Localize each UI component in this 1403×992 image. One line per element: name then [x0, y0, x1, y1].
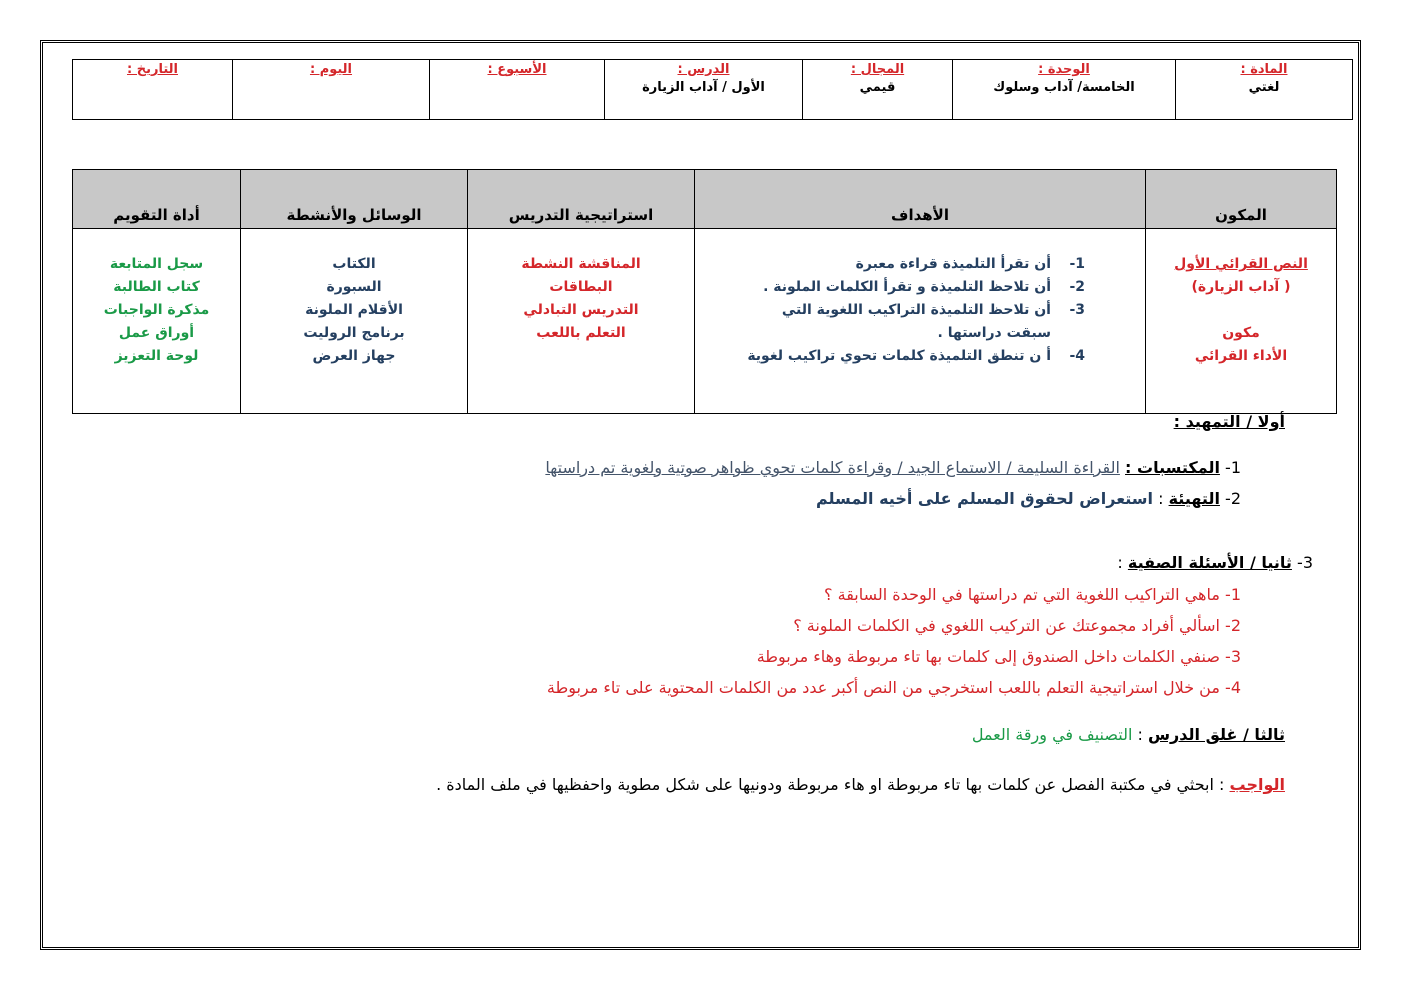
- homework-text: ابحثي في مكتبة الفصل عن كلمات بها تاء مربوطة او هاء مربوطة ودونيها على شكل مطوية واحفظيها في ملف المادة .: [436, 775, 1214, 794]
- closing-text: التصنيف في ورقة العمل: [971, 725, 1133, 744]
- strategy-item: التدريس التبادلي: [523, 302, 639, 318]
- intro-item-2-number: 2-: [1225, 489, 1241, 508]
- assessment-item: أوراق عمل: [118, 325, 195, 341]
- date-label: التاريخ :: [127, 62, 178, 77]
- header-date: [73, 60, 233, 120]
- objective-item: 4- أ ن تنطق التلميذة كلمات تحوي تراكيب لغوية: [747, 348, 1085, 364]
- questions-number: 3-: [1297, 553, 1313, 572]
- component-line-2: ( آداب الزيارة): [1191, 279, 1291, 295]
- col-assessment: أداة التقويم: [73, 170, 241, 229]
- resource-item: السبورة: [326, 279, 382, 295]
- assessment-item: كتاب الطالبة: [113, 279, 200, 295]
- resource-item: برنامج الروليت: [303, 325, 405, 341]
- resource-item: الكتاب: [332, 256, 376, 272]
- strategy-cell: [468, 229, 695, 414]
- subject-value: لغتي: [1248, 80, 1280, 95]
- assessment-cell: [73, 229, 241, 414]
- header-unit: [953, 60, 1176, 120]
- assessment-item: مذكرة الواجبات: [103, 302, 210, 318]
- warmup-colon: :: [1158, 489, 1164, 508]
- unit-value: الخامسة/ آداب وسلوك: [993, 80, 1135, 95]
- header-week: [430, 60, 605, 120]
- question-item: 3- صنفي الكلمات داخل الصندوق إلى كلمات بها تاء مربوطة وهاء مربوطة: [756, 647, 1241, 666]
- objective-item: 3- أن تلاحظ التلميذة التراكيب اللغوية التي سبقت دراستها .: [781, 302, 1085, 341]
- component-line-1: النص القرائي الأول: [1174, 256, 1308, 272]
- day-label: اليوم :: [309, 62, 353, 77]
- lesson-header-table: [72, 59, 1353, 120]
- component-line-3: مكون: [1222, 325, 1260, 341]
- resources-cell: [241, 229, 468, 414]
- intro-item-1: [545, 458, 1241, 477]
- intro-title: أولا / التمهيد :: [1173, 412, 1285, 431]
- questions-heading: [1117, 553, 1313, 572]
- homework-section: [436, 775, 1285, 794]
- resource-item: الأقلام الملونة: [305, 302, 403, 318]
- question-item: 1- ماهي التراكيب اللغوية التي تم دراستها في الوحدة السابقة ؟: [824, 585, 1241, 604]
- col-component: المكون: [1146, 170, 1337, 229]
- objective-item: 2- أن تلاحظ التلميذة و تقرأ الكلمات الملونة .: [763, 279, 1085, 295]
- component-cell: [1146, 229, 1337, 414]
- strategy-item: المناقشة النشطة: [521, 256, 641, 272]
- col-resources: الوسائل والأنشطة: [241, 170, 468, 229]
- col-objectives: الأهداف: [695, 170, 1146, 229]
- warmup-text: استعراض لحقوق المسلم على أخيه المسلم: [815, 489, 1153, 508]
- questions-colon: :: [1117, 553, 1123, 572]
- questions-title: ثانيا / الأسئلة الصفية: [1127, 553, 1292, 572]
- objective-item: 1- أن تقرأ التلميذة قراءة معبرة: [855, 256, 1085, 272]
- homework-label: الواجب: [1229, 775, 1285, 794]
- subject-label: المادة :: [1240, 62, 1288, 77]
- homework-colon: :: [1219, 775, 1225, 794]
- acquired-text: القراءة السليمة / الاستماع الجيد / وقراءة كلمات تحوي ظواهر صوتية ولغوية تم دراستها: [545, 458, 1120, 477]
- assessment-item: لوحة التعزيز: [114, 348, 199, 364]
- domain-label: المجال :: [850, 62, 905, 77]
- header-day: [233, 60, 430, 120]
- strategy-item: البطاقات: [549, 279, 613, 295]
- week-label: الأسبوع :: [487, 62, 547, 77]
- closing-colon: :: [1137, 725, 1143, 744]
- closing-label: ثالثا / غلق الدرس: [1147, 725, 1285, 744]
- header-domain: [803, 60, 953, 120]
- closing-section: [972, 725, 1285, 744]
- question-item: 2- اسألي أفراد مجموعتك عن التركيب اللغوي في الكلمات الملونة ؟: [793, 616, 1241, 635]
- header-subject: [1176, 60, 1353, 120]
- col-strategy: استراتيجية التدريس: [468, 170, 695, 229]
- objectives-cell: [695, 229, 1146, 414]
- lesson-plan-table: [72, 169, 1337, 414]
- resource-item: جهاز العرض: [312, 348, 396, 364]
- lesson-label: الدرس :: [677, 62, 730, 77]
- question-item: 4- من خلال استراتيجية التعلم باللعب استخرجي من النص أكبر عدد من الكلمات المحتوية على تاء مربوطة: [546, 678, 1241, 697]
- header-lesson: [605, 60, 803, 120]
- domain-value: قيمي: [859, 80, 896, 95]
- lesson-value: الأول / آداب الزيارة: [642, 80, 765, 95]
- acquired-label: المكتسبات :: [1125, 458, 1220, 477]
- strategy-item: التعلم باللعب: [536, 325, 626, 341]
- intro-item-1-number: 1-: [1225, 458, 1241, 477]
- assessment-item: سجل المتابعة: [109, 256, 204, 272]
- component-line-4: الأداء القرائي: [1194, 348, 1288, 364]
- intro-item-2: [816, 489, 1241, 508]
- warmup-label: التهيئة: [1168, 489, 1220, 508]
- unit-label: الوحدة :: [1038, 62, 1090, 77]
